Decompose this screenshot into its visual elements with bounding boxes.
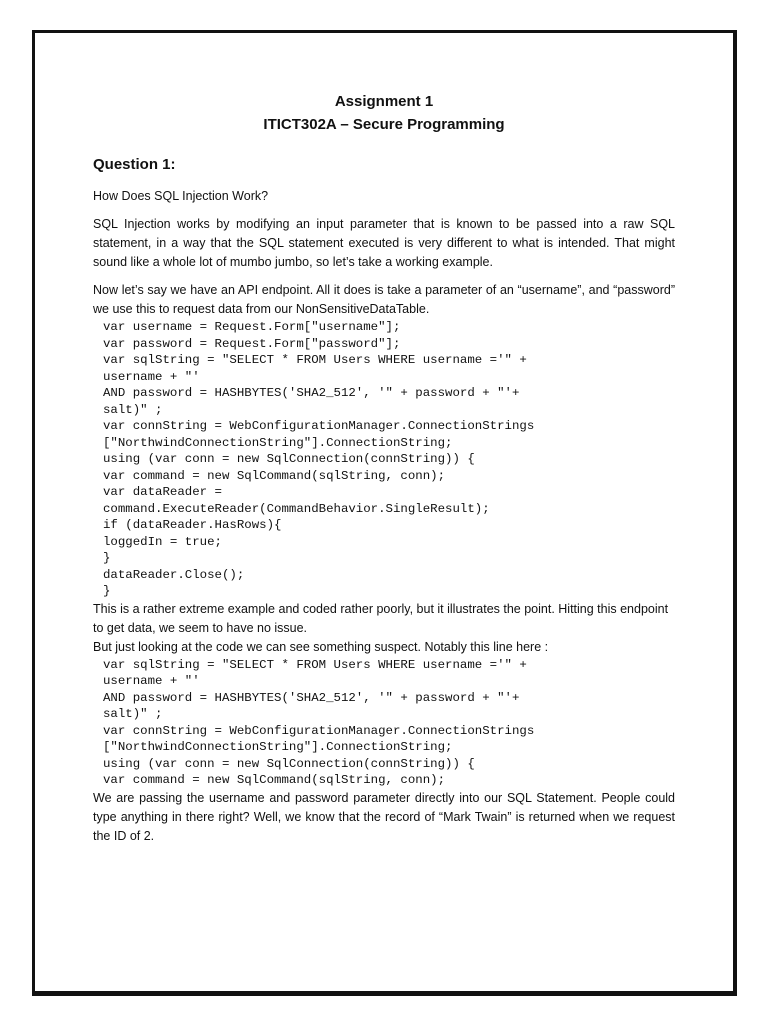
course-title: ITICT302A – Secure Programming [263,116,505,133]
after-code-paragraph: This is a rather extreme example and coded rather poorly, but it illustrates the point. Hitting this endpoint to get data, we seem to have no issue. [93,601,669,635]
endpoint-paragraph: Now let’s say we have an API endpoint. All it does is take a parameter of an “username”, and “password” we use this to request data from our NonSensitiveDataTable. [93,283,675,316]
code-block-excerpt: var sqlString = "SELECT * FROM Users WHERE username ='" + username + "' AND password = HASHBYTES('SHA2_512', '" + password + "'+ salt)" ; var connString = WebConfigurationManager.ConnectionStrings ["NorthwindConnectionString"].ConnectionString; using (var conn = new SqlConnection(connString)) { var command = new SqlCommand(sqlString, conn); [103,657,535,787]
question-heading: Question 1: [93,156,176,173]
code-block-full: var username = Request.Form["username"]; var password = Request.Form["password"]; var sqlString = "SELECT * FROM Users WHERE username ='" + username + "' AND password = HASHBYTES('SHA2_512', '" + password + "'+ salt)" ; var connString = WebConfigurationManager.ConnectionStrings ["NorthwindConnectionString"].ConnectionString; using (var conn = new SqlConnection(connString)) { var command = new SqlCommand(sqlString, conn); var dataReader = command.ExecuteReader(CommandBehavior.SingleResult); if (dataReader.HasRows){ loggedIn = true; } dataReader.Close(); } [103,320,535,598]
document-content [93,90,675,855]
assignment-title: Assignment 1 [334,93,434,110]
intro-paragraph: SQL Injection works by modifying an input parameter that is known to be passed into a raw SQL statement, in a way that the SQL statement executed is very different to what is intended. That might sound like a whole lot of mumbo jumbo, so let’s take a working example. [93,217,675,269]
question-prompt: How Does SQL Injection Work? [93,189,269,203]
conclusion-paragraph: We are passing the username and password parameter directly into our SQL Statement. People could type anything in there right? Well, we know that the record of “Mark Twain” is returned when we request the ID of 2. [93,790,675,843]
suspect-paragraph: But just looking at the code we can see something suspect. Notably this line here : [93,639,549,654]
